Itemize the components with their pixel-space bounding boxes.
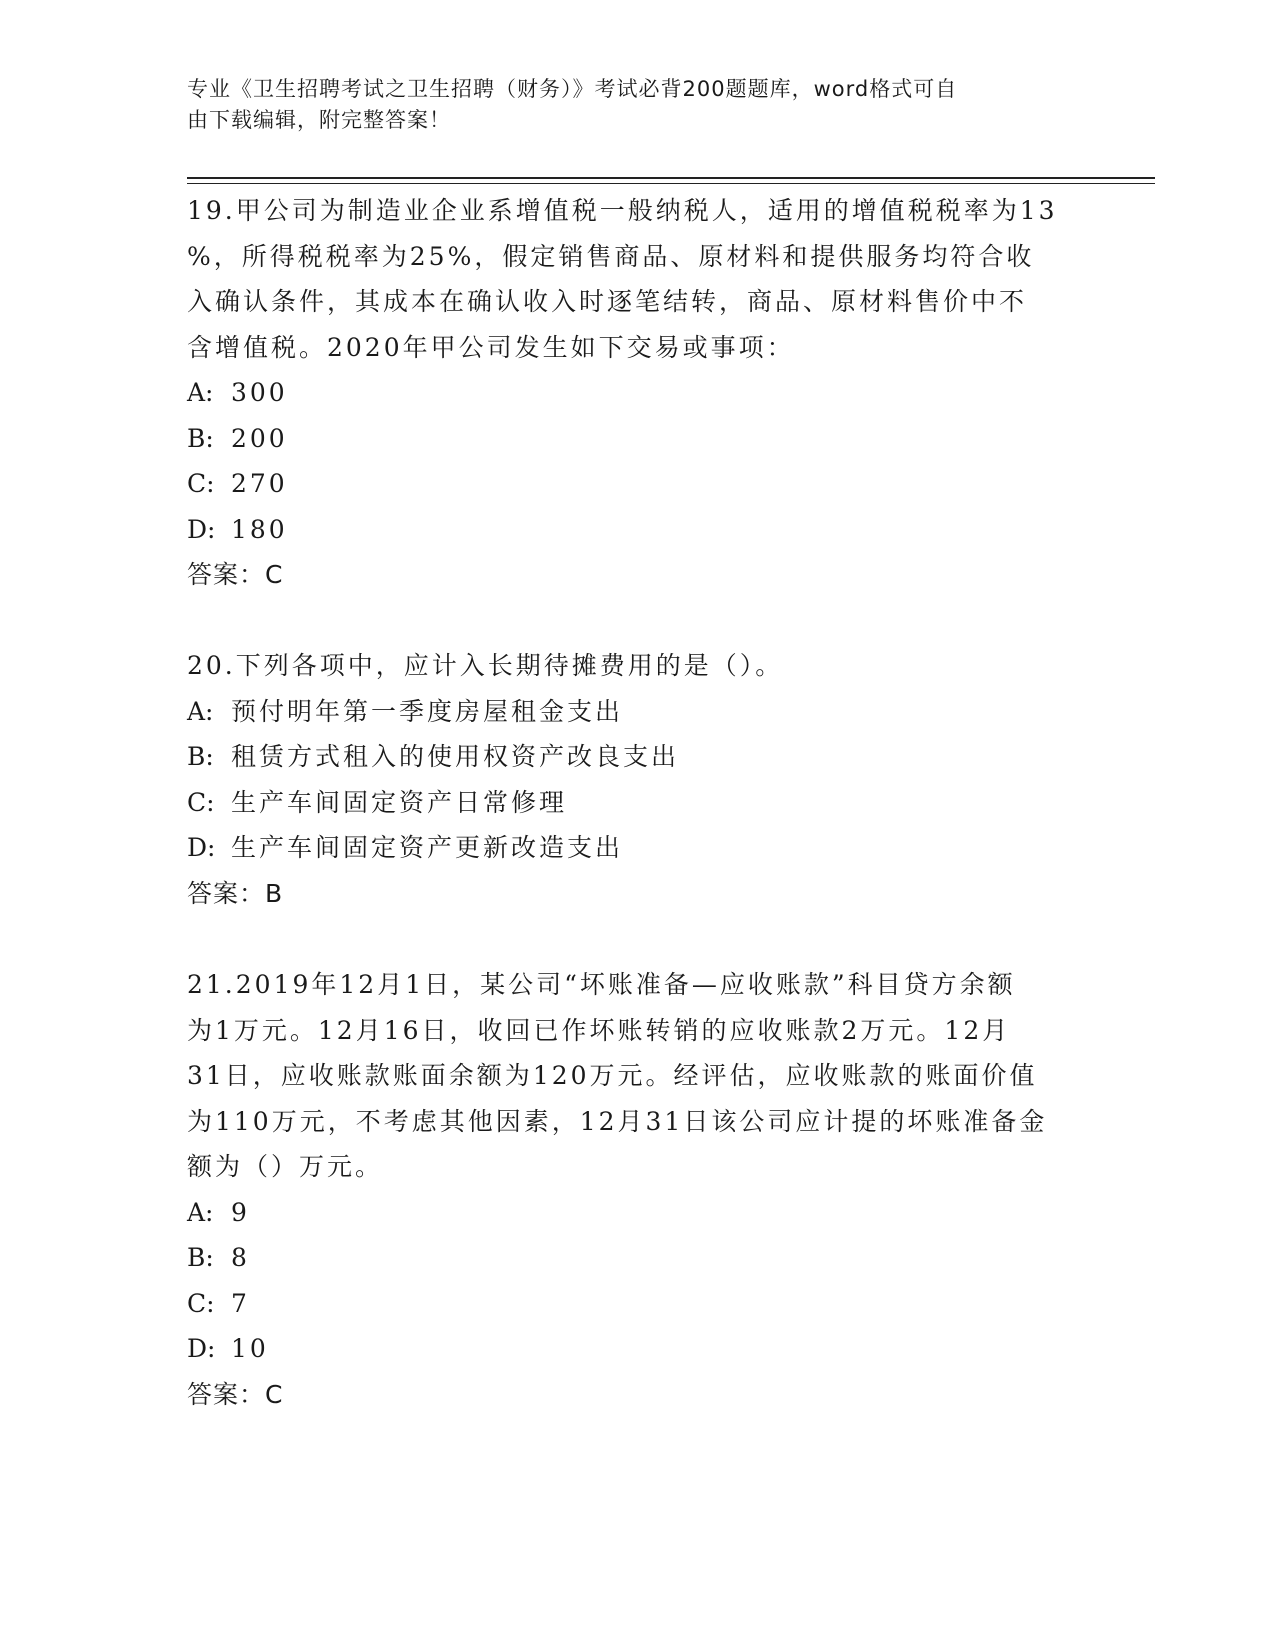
question-21 bbox=[187, 962, 1087, 1417]
option-a bbox=[187, 689, 1087, 735]
option-text: 180 bbox=[231, 514, 288, 544]
option-letter: B: bbox=[187, 423, 214, 453]
option-d bbox=[187, 1326, 1087, 1372]
option-a bbox=[187, 370, 1087, 416]
option-letter: A: bbox=[187, 696, 214, 726]
option-text: 8 bbox=[231, 1243, 250, 1272]
stem-line: 入确认条件，其成本在确认收入时逐笔结转，商品、原材料售价中不 bbox=[187, 287, 1028, 316]
option-letter: B: bbox=[187, 742, 214, 771]
option-d bbox=[187, 825, 1087, 871]
option-a bbox=[187, 1190, 1087, 1236]
option-letter: D: bbox=[187, 514, 216, 544]
option-text: 7 bbox=[231, 1288, 250, 1318]
stem-line: 额为（）万元。 bbox=[187, 1152, 384, 1181]
question-stem bbox=[187, 643, 1087, 689]
option-d bbox=[187, 507, 1087, 553]
option-b bbox=[187, 416, 1087, 462]
answer-line: 答案：C bbox=[187, 560, 284, 589]
option-text: 生产车间固定资产日常修理 bbox=[231, 787, 568, 817]
stem-line: %，所得税税率为25%，假定销售商品、原材料和提供服务均符合收 bbox=[187, 241, 1035, 271]
option-letter: D: bbox=[187, 833, 216, 862]
option-text: 200 bbox=[231, 423, 288, 453]
header-divider-thick bbox=[187, 177, 1155, 179]
document-header bbox=[187, 74, 1087, 136]
stem-line: 19.甲公司为制造业企业系增值税一般纳税人，适用的增值税税率为13 bbox=[187, 196, 1058, 225]
option-letter: C: bbox=[187, 469, 215, 498]
option-c bbox=[187, 461, 1087, 507]
question-stem bbox=[187, 188, 1087, 370]
option-b bbox=[187, 734, 1087, 780]
option-text: 预付明年第一季度房屋租金支出 bbox=[231, 696, 624, 726]
stem-line: 为110万元，不考虑其他因素，12月31日该公司应计提的坏账准备金 bbox=[187, 1106, 1048, 1136]
answer-line: 答案：C bbox=[187, 1379, 284, 1409]
option-c bbox=[187, 1281, 1087, 1327]
question-stem bbox=[187, 962, 1087, 1190]
stem-line: 21.2019年12月1日，某公司“坏账准备—应收账款”科目贷方余额 bbox=[187, 970, 1016, 999]
option-b bbox=[187, 1235, 1087, 1281]
option-c bbox=[187, 780, 1087, 826]
header-title-line-1: 专业《卫生招聘考试之卫生招聘（财务）》考试必背200题题库，word格式可自 bbox=[187, 77, 958, 101]
option-letter: D: bbox=[187, 1334, 216, 1363]
option-letter: B: bbox=[187, 1243, 214, 1272]
option-text: 270 bbox=[231, 469, 288, 498]
option-text: 租赁方式租入的使用权资产改良支出 bbox=[231, 742, 680, 771]
stem-line: 含增值税。2020年甲公司发生如下交易或事项： bbox=[187, 332, 795, 362]
answer-line: 答案：B bbox=[187, 878, 284, 908]
option-letter: A: bbox=[187, 1197, 214, 1227]
option-letter: A: bbox=[187, 378, 214, 407]
question-19 bbox=[187, 188, 1087, 598]
stem-line: 20.下列各项中，应计入长期待摊费用的是（）。 bbox=[187, 651, 784, 680]
stem-line: 为1万元。12月16日，收回已作坏账转销的应收账款2万元。12月 bbox=[187, 1015, 1011, 1045]
header-divider-thin bbox=[187, 183, 1155, 184]
header-title-line-2: 由下载编辑，附完整答案！ bbox=[187, 108, 451, 132]
option-letter: C: bbox=[187, 787, 215, 817]
option-text: 生产车间固定资产更新改造支出 bbox=[231, 833, 624, 862]
option-letter: C: bbox=[187, 1288, 215, 1318]
option-text: 9 bbox=[231, 1197, 250, 1227]
question-20 bbox=[187, 643, 1087, 916]
option-text: 300 bbox=[231, 378, 288, 407]
option-text: 10 bbox=[231, 1334, 269, 1363]
stem-line: 31日，应收账款账面余额为120万元。经评估，应收账款的账面价值 bbox=[187, 1061, 1038, 1090]
